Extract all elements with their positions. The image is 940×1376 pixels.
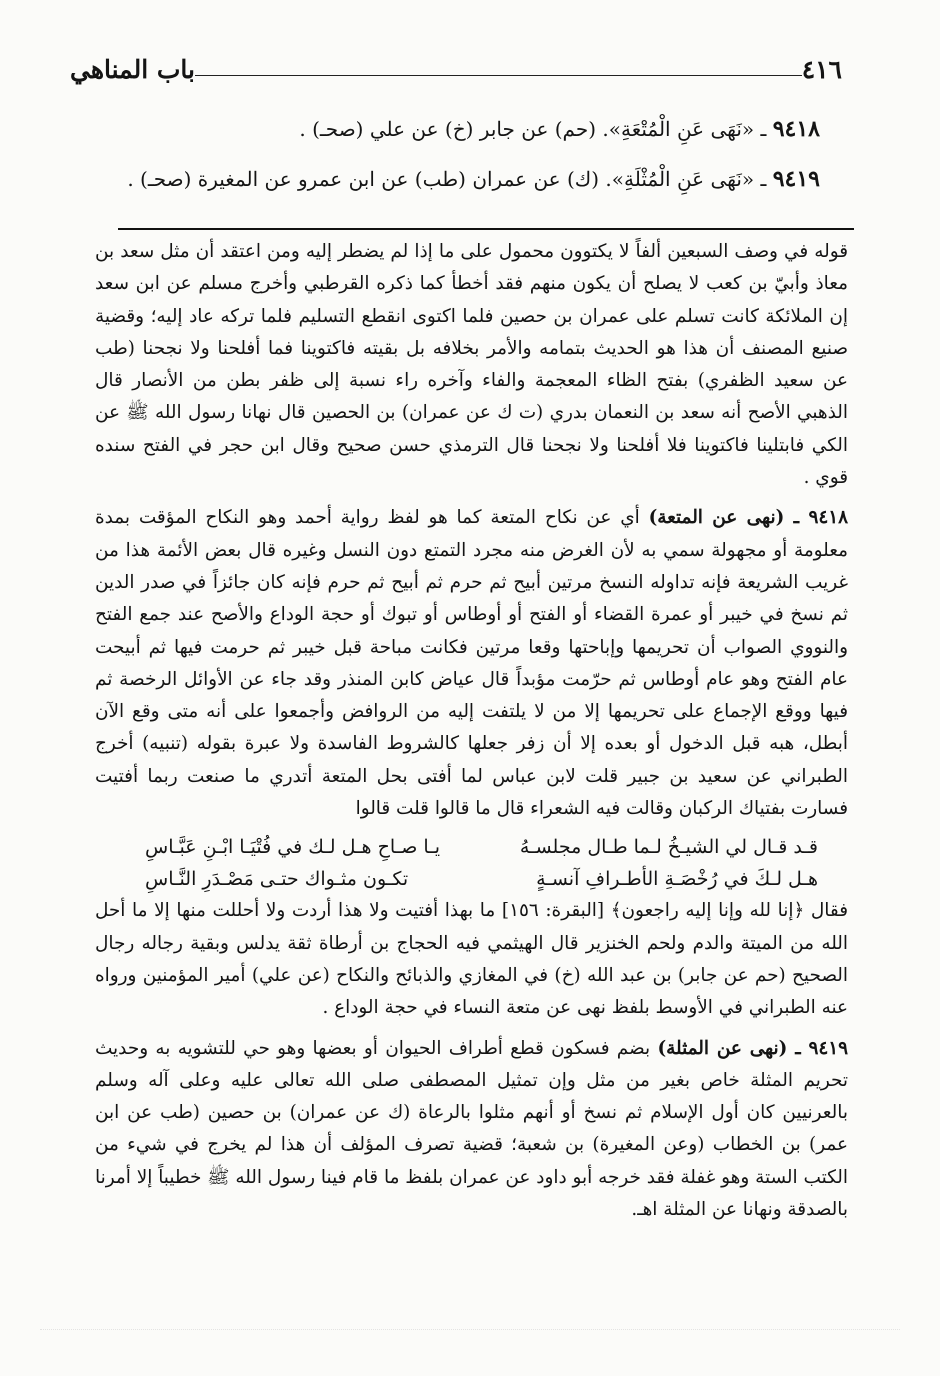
commentary-intro: قوله في وصف السبعين ألفاً لا يكتوون محمول على ما إذا لم يضطر إليه ومن اعتقد أن مثل سعد بن معاذ وأبيّ بن كعب لا يصلح أن يكون منهم فقد أخطأ كما ذكره القرطبي وأخرج مسلم عن ابن سعد إن الملائكة كانت تسلم على عمران بن حصين فلما اكتوى انقطع التسليم فلما تركه عاد إليه؛ وقضية صنيع المصنف أن هذا هو الحديث بتمامه والأمر بخلافه بل بقيته فاكتوينا فما أفلحنا ولا نجحنا (طب عن سعيد الظفري) بفتح الظاء المعجمة والفاء وآخره راء نسبة إلى ظفر بطن من الأنصار قال الذهبي الأصح أنه سعد بن النعمان بدري (ت ك عن عمران) بن الحصين قال نهانا رسول الله ﷺ عن الكي فابتلينا فاكتوينا فلا أفلحنا ولا نجحنا قال الترمذي حسن صحيح وقال ابن حجر في الفتح سنده قوي . [95,241,848,489]
page-header [62,44,850,84]
hadith-text: ـ «نَهَى عَنِ الْمُتْعَةِ». (حم) عن جابر (خ) عن علي (صحـ) . [299,117,767,141]
commentary-lead: ٩٤١٨ ـ (نهى عن المتعة) [648,507,848,529]
commentary-body: بضم فسكون قطع أطراف الحيوان أو بعضها وهو حي للتشويه به وحديث تحريم المثلة خاص بغير من مثل وإن تمثيل المصطفى صلى الله تعالى عليه وعلى آله وسلم بالعرنيين كان أول الإسلام ثم نسخ أو أنهم مثلوا بالرعاة (ك عن عمران) بن حصين (طب عن ابن عمر) بن الخطاب (وعن المغيرة) بن شعبة؛ قضية تصرف المؤلف أن هذا لم يخرج في شيء من الكتب الستة وهو غفلة فقد خرجه أبو داود عن عمران بلفظ ما قام فينا رسول الله ﷺ خطيباً إلا أمرنا بالصدقة ونهانا عن المثلة اهـ. [95,1037,848,1221]
verse-hemistich-right: قـد قـال لي الشيـخُ لـما طـال مجلسـهُ [519,836,818,859]
commentary-9419 [95,1033,848,1227]
poem-verse-2 [95,863,848,895]
page-number: ٤١٦ [801,55,842,84]
section-divider [118,228,854,230]
verse-hemistich-left: يـا صـاحِ هـل لـك في فُتْيَـا ابْـنِ عَبَّـاسِ [145,836,441,859]
commentary-body: أي عن نكاح المتعة كما هو لفظ رواية أحمد وهو النكاح المؤقت بمدة معلومة أو مجهولة سمي به لأن الغرض منه مجرد التمتع دون النسل وغيره قال بعض الأئمة هذا من غريب الشريعة فإنه تداوله النسخ مرتين أبيح ثم حرم ثم أبيح ثم حرم فإنه كان جائزاً في صدر الدين ثم نسخ في خيبر أو عمرة القضاء أو الفتح أو أوطاس أو تبوك أو حجة الوداع والأصح عند جمع الفتح والنووي الصواب أن تحريمها وإباحتها وقعا مرتين فكانت مباحة قبل خيبر ثم حرمت فيها ثم أبيحت عام الفتح وهو عام أوطاس ثم حرّمت مؤبداً قال عياض كابن المنذر وقد جاء عن الأوائل الرخصة ثم فيها ووقع الإجماع على تحريمها إلا من لا يلتفت إليه من الروافض وأجمعوا على أنه متى وقع الآن أبطل، هبه قبل الدخول أو بعده إلا أن زفر جعلها كالشروط الفاسدة ولا عبرة بقوله (تنبيه) أخرج الطبراني عن سعيد بن جبير قلت لابن عباس لما أفتى بحل المتعة أتدري ما صنعت ربما أفتيت فسارت بفتياك الركبان وقالت فيه الشعراء قال ما قالوا قلت قالوا [95,507,848,820]
scan-artifact [40,1329,900,1336]
chapter-title: باب المناهي [70,55,196,84]
commentary-lead: ٩٤١٩ ـ (نهى عن المثلة) [657,1037,848,1059]
hadith-text: ـ «نَهَى عَنِ الْمُثْلَةِ». (ك) عن عمران (طب) عن ابن عمرو عن المغيرة (صحـ) . [127,167,767,191]
verse-hemistich-right: هـل لـكَ في رُخْصَـةِ الأطـرافِ آنسـةٍ [536,868,818,891]
commentary-9418 [95,502,848,825]
hadith-number: ٩٤١٨ [772,116,820,142]
header-rule [195,75,802,76]
hadith-9419 [90,164,820,194]
verse-hemistich-left: تكـون مثـواك حتـى مَصْـدَرِ النَّـاسِ [145,868,409,891]
commentary-section [95,236,848,1226]
commentary-after-verse: فقال ﴿إنا لله وإنا إليه راجعون﴾ [البقرة: ١٥٦] ما بهذا أفتيت ولا هذا أردت ولا أحللت منها إلا ما أحل الله من الميتة والدم ولحم الخنزير قال الهيثمي فيه الحجاج بن أرطاة ثقة يدلس وبقية رجاله رجال الصحيح (حم عن جابر) بن عبد الله (خ) في المغازي والذبائح والنكاح (عن علي) أمير المؤمنين ورواه عنه الطبراني في الأوسط بلفظ نهى عن متعة النساء في حجة الوداع . [95,900,848,1019]
hadith-9418 [90,114,820,144]
poem-verse-1 [95,831,848,863]
hadith-number: ٩٤١٩ [772,166,820,192]
